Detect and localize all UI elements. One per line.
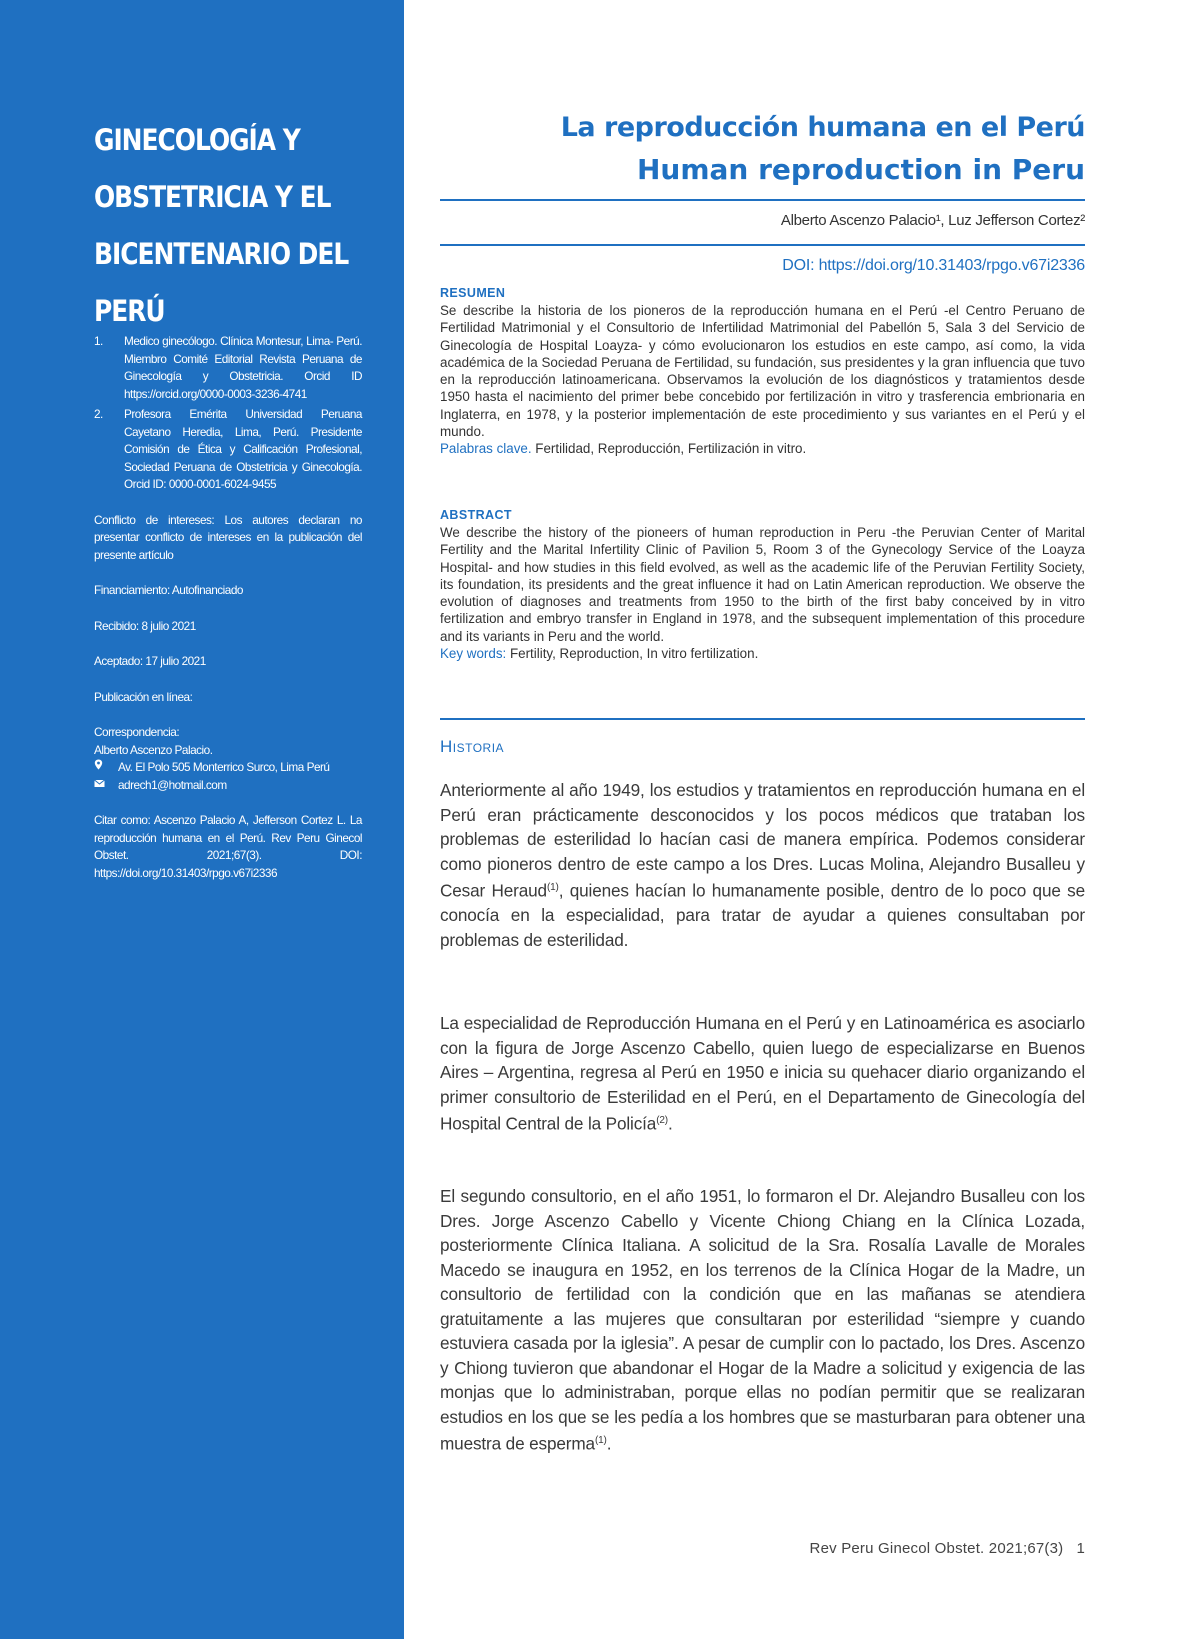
body-paragraph bbox=[440, 778, 1085, 952]
location-pin-icon bbox=[94, 759, 118, 777]
keywords: Fertility, Reproduction, In vitro fertilization. bbox=[509, 646, 759, 662]
abstract-divider bbox=[440, 718, 1085, 720]
palabras-clave: Fertilidad, Reproducción, Fertilización in vitro. bbox=[535, 441, 807, 457]
abstract-text: We describe the history of the pioneers of human reproduction in Peru -the Peruvian Center of Marital Fertility and the Marital Infertility Clinic of Pavilion 5, Room 3 of the Gynecology Service of the Loayza Hospital- and how studies in this field evolved, as well as the academic life of the Peruvian Fertility Society, its foundation, its presidents and the great influence it had on Latin American reproduction. We observe the evolution of diagnoses and treatments from 1950 to the birth of the first baby conceived by in vitro fertilization and embryo transfer in England in 1978, and the subsequent implementation of this procedure and its variants in Peru and the world. bbox=[440, 525, 1085, 644]
affiliation-text: Profesora Emérita Universidad Peruana Cayetano Heredia, Lima, Perú. Presidente Comisión de Ética y Calificación Profesional, Sociedad Peruana de Obstetricia y Ginecología. Orcid ID: 0000-0001-6024-9455 bbox=[124, 407, 362, 491]
article-title-english: Human reproduction in Peru bbox=[636, 153, 1085, 186]
resumen-heading: RESUMEN bbox=[440, 286, 506, 300]
funding: Financiamiento: Autofinanciado bbox=[94, 583, 243, 597]
correspondence-label: Correspondencia: bbox=[94, 725, 180, 739]
authors: Alberto Ascenzo Palacio¹, Luz Jefferson Cortez² bbox=[780, 212, 1085, 229]
received-date: Recibido: 8 julio 2021 bbox=[94, 618, 196, 633]
reference-marker: (1) bbox=[594, 1435, 607, 1446]
paragraph-text: Anteriormente al año 1949, los estudios y tratamientos en reproducción humana en el Perú eran prácticamente desconocidos y los pocos médicos que trataban los problemas de esterilidad lo hacían casi de manera empírica. Podemos considerar como pioneros dentro de este campo a los Dres. Lucas Molina, Alejandro Busalleu y Cesar Heraud bbox=[440, 780, 1085, 901]
article-title-spanish: La reproducción humana en el Perú bbox=[560, 112, 1085, 143]
paragraph-tail: . bbox=[606, 1433, 612, 1454]
paragraph-text: La especialidad de Reproducción Humana en el Perú y en Latinoamérica es asociarlo con la figura de Jorge Ascenzo Cabello, quien luego de especializarse en Buenos Aires – Argentina, regresa al Perú en 1950 e inicia su quehacer diario organizando el primer consultorio de Esterilidad en el Perú, en el Departamento de Ginecología del Hospital Central de la Policía bbox=[440, 1013, 1085, 1134]
citation: Citar como: Ascenzo Palacio A, Jefferson Cortez L. La reproducción humana en el Perú. Rev Peru Ginecol Obstet. 2021;67(3). DOI: https://doi.org/10.31403/rpgo.v67i2336 bbox=[94, 813, 362, 880]
journal-citation: Rev Peru Ginecol Obstet. 2021;67(3) bbox=[809, 1540, 1064, 1557]
affiliation-number: 1. bbox=[94, 334, 103, 348]
resumen-block bbox=[440, 302, 1085, 458]
paragraph-tail: , quienes hacían lo humanamente posible, dentro de lo poco que se conocía en la especialidad, para tratar de ayudar a quienes consultaban por problemas de esterilidad. bbox=[440, 880, 1085, 950]
resumen-text: Se describe la historia de los pioneros de la reproducción humana en el Perú -el Centro Peruano de Fertilidad Matrimonial y el Consultorio de Infertilidad Matrimonial del Pabellón 5, Sala 3 del Servicio de Ginecología de Hospital Loayza- y cómo evolucionaron los estudios en este campo, así como, la vida académica de la Sociedad Peruana de Fertilidad, su fundación, sus presidentes y la gran influencia que tuvo en la reproducción latinoamericana. Observamos la evolución de los diagnósticos y tratamientos desde 1950 hasta el nacimiento del primer bebe concebido por fertilización in vitro y trasferencia embrionaria en Inglaterra, en 1978, y la posterior implementación de este procedimiento y sus variantes en el Perú y el mundo. bbox=[440, 303, 1085, 440]
section-heading: Historia bbox=[440, 737, 505, 756]
accepted-date: Aceptado: 17 julio 2021 bbox=[94, 654, 206, 668]
online-publication: Publicación en línea: bbox=[94, 689, 193, 704]
affiliation-text: Medico ginecólogo. Clínica Montesur, Lima- Perú. Miembro Comité Editorial Revista Peruana de Ginecología y Obstetricia. Orcid ID https://orcid.org/0000-0003-3236-4741 bbox=[124, 334, 362, 401]
doi-link[interactable]: DOI: https://doi.org/10.31403/rpgo.v67i2336 bbox=[782, 257, 1085, 274]
sidebar-notes bbox=[94, 333, 362, 882]
address-row bbox=[94, 759, 362, 777]
abstract-heading: ABSTRACT bbox=[440, 508, 512, 522]
correspondence-name: Alberto Ascenzo Palacio. bbox=[94, 742, 213, 757]
authors-divider bbox=[440, 244, 1085, 246]
paragraph-text: El segundo consultorio, en el año 1951, lo formaron el Dr. Alejandro Busalleu con los Dres. Jorge Ascenzo Cabello y Vicente Chiong Chiang en la Clínica Lozada, posteriormente Clínica Italiana. A solicitud de la Sra. Rosalía Lavalle de Morales Macedo se inaugura en 1952, en los terrenos de la Clínica Hogar de la Madre, un consultorio de fertilidad con la condición que en las mañanas se atendiera gratuitamente a las mujeres que consultaran por esterilidad “siempre y cuando estuviera casada por la iglesia”. A pesar de cumplir con lo pactado, los Dres. Ascenzo y Chiong tuvieron que abandonar el Hogar de la Madre a solicitud y exigencia de las monjas que lo administraban, porque ellas no podían permitir que se realizaran estudios en los que se les pedía a los hombres que se masturbaran para obtener una muestra de esperma bbox=[440, 1186, 1085, 1454]
envelope-icon bbox=[94, 777, 118, 795]
series-title: GINECOLOGÍA Y OBSTETRICIA Y EL BICENTENARIO DEL PERÚ bbox=[94, 123, 349, 328]
affiliation-2 bbox=[94, 406, 362, 494]
abstract-block bbox=[440, 524, 1085, 662]
address-text: Av. El Polo 505 Monterrico Surco, Lima Perú bbox=[118, 760, 330, 774]
page-footer bbox=[810, 1540, 1085, 1557]
body-paragraph bbox=[440, 1011, 1085, 1136]
title-divider bbox=[440, 199, 1085, 201]
sidebar-panel bbox=[0, 0, 404, 1639]
email-row bbox=[94, 777, 362, 795]
page-number: 1 bbox=[1076, 1540, 1085, 1557]
email-link[interactable]: adrech1@hotmail.com bbox=[118, 777, 227, 792]
affiliation-number: 2. bbox=[94, 407, 103, 421]
reference-marker: (2) bbox=[656, 1115, 668, 1126]
correspondence bbox=[94, 724, 362, 794]
affiliation-1 bbox=[94, 333, 362, 403]
palabras-clave-label: Palabras clave. bbox=[440, 441, 532, 457]
conflict-of-interest: Conflicto de intereses: Los autores declaran no presentar conflicto de intereses en la publicación del presente artículo bbox=[94, 512, 362, 562]
keywords-label: Key words: bbox=[440, 646, 507, 662]
reference-marker: (1) bbox=[546, 882, 559, 893]
paragraph-tail: . bbox=[667, 1113, 673, 1134]
body-paragraph bbox=[440, 1184, 1085, 1456]
